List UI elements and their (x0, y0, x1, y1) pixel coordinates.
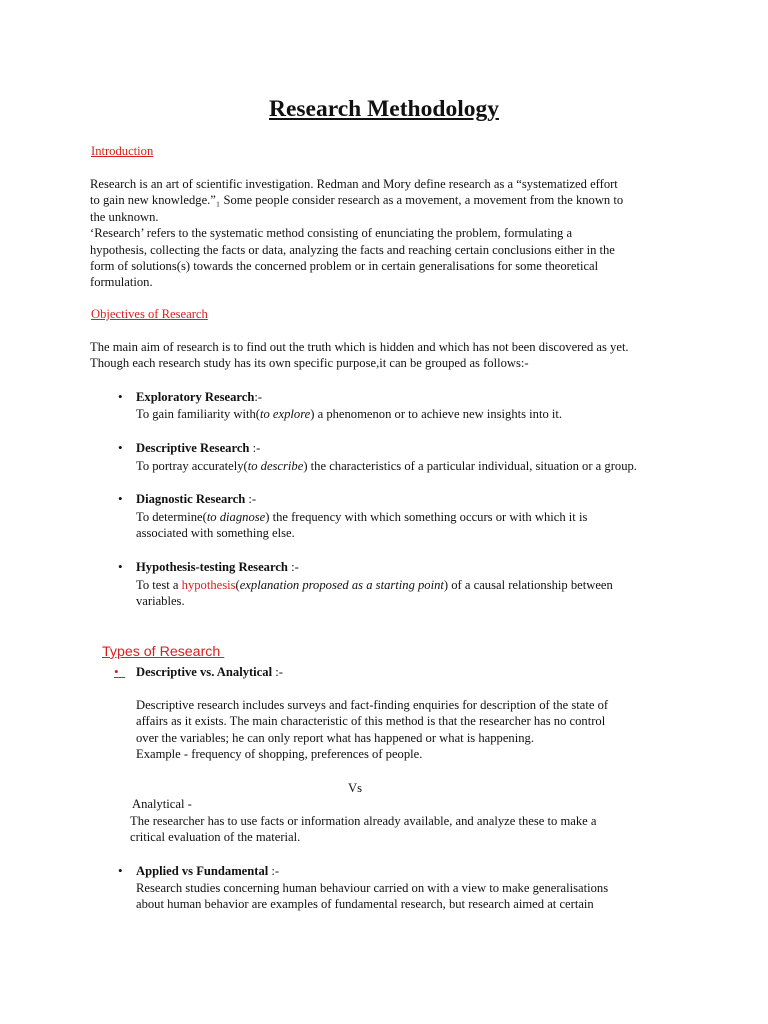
desc-text: To gain familiarity with( (136, 407, 260, 421)
objectives-line: The main aim of research is to find out the truth which is hidden and which has not been discovered as yet. (90, 340, 629, 354)
list-item-hypothesis-testing (136, 559, 299, 575)
item-suffix: :- (249, 441, 261, 455)
objectives-body (90, 339, 710, 372)
desc-text: ) the characteristics of a particular individual, situation or a group. (303, 459, 637, 473)
list-item-descriptive-vs-analytical (136, 664, 283, 680)
item-description (136, 406, 562, 422)
desc-emphasis: to diagnose (206, 510, 266, 524)
desc-text: ) of a causal relationship between (443, 578, 613, 592)
item-suffix: :- (268, 864, 280, 878)
descriptive-line: Example - frequency of shopping, preferences of people. (136, 747, 423, 762)
hypothesis-highlight: hypothesis (181, 578, 236, 592)
item-description-line: variables. (136, 594, 185, 608)
page-title: Research Methodology (269, 96, 499, 122)
item-suffix: :- (245, 492, 257, 506)
desc-text: ) the frequency with which something occurs or with which it is (265, 510, 588, 524)
descriptive-line: over the variables; he can only report what has happened or what is happening. (136, 730, 534, 745)
item-suffix: :- (287, 560, 299, 574)
desc-text: To portray accurately( (136, 459, 248, 473)
item-suffix: :- (254, 390, 263, 404)
item-suffix: :- (272, 665, 283, 679)
item-description (136, 509, 587, 525)
bullet-icon (114, 664, 134, 680)
analytical-label: Analytical - (132, 797, 192, 811)
objectives-line: Though each research study has its own specific purpose,it can be grouped as follows:- (90, 356, 529, 371)
list-item-diagnostic (136, 491, 256, 507)
applied-line: about human behavior are examples of fundamental research, but research aimed at certain (136, 897, 594, 912)
item-description (136, 577, 613, 593)
desc-emphasis: explanation proposed as a starting point (239, 578, 444, 592)
item-label: Descriptive vs. Analytical (136, 665, 273, 679)
analytical-paragraph (130, 813, 690, 846)
list-item-descriptive (136, 440, 260, 456)
analytical-line: The researcher has to use facts or information already available, and analyze these to make a (130, 814, 597, 828)
intro-line: to gain new knowledge.”₁ Some people consider research as a movement, a movement from the known to (90, 193, 624, 208)
bullet-icon: • (118, 440, 123, 455)
intro-line: ‘Research’ refers to the systematic method consisting of enunciating the problem, formulating a (90, 226, 573, 241)
desc-emphasis: to explore (259, 407, 311, 421)
descriptive-paragraph (136, 697, 696, 763)
applied-line: Research studies concerning human behaviour carried on with a view to make generalisations (136, 881, 609, 895)
desc-text: To determine( (136, 510, 207, 524)
introduction-body (90, 176, 710, 291)
intro-line: Research is an art of scientific investigation. Redman and Mory define research as a “systematized effort (90, 177, 618, 191)
intro-line: the unknown. (90, 209, 159, 224)
bullet-icon: • (118, 863, 123, 878)
descriptive-line: affairs as it exists. The main characteristic of this method is that the researcher has no control (136, 714, 606, 729)
bullet-icon: • (118, 491, 123, 506)
versus-label: Vs (348, 781, 362, 795)
item-label: Hypothesis-testing Research (136, 560, 288, 574)
bullet-icon: • (118, 389, 123, 404)
item-label: Applied vs Fundamental (136, 864, 269, 878)
bullet-icon: • (118, 559, 123, 574)
objectives-heading: Objectives of Research (91, 307, 208, 321)
desc-text: To test a (136, 578, 182, 592)
item-label: Diagnostic Research (136, 492, 246, 506)
desc-text: ) a phenomenon or to achieve new insights into it. (310, 407, 563, 421)
applied-paragraph (136, 880, 696, 913)
analytical-line: critical evaluation of the material. (130, 830, 301, 845)
types-heading-text: Types of Research (102, 644, 225, 660)
bullet-glyph: • (114, 664, 119, 679)
item-label: Exploratory Research (136, 390, 255, 404)
item-label: Descriptive Research (136, 441, 250, 455)
intro-line: formulation. (90, 275, 153, 290)
intro-line: form of solutions(s) towards the concerned problem or in certain generalisations for some theoretical (90, 259, 599, 274)
item-description (136, 458, 637, 474)
item-description-line: associated with something else. (136, 526, 295, 540)
descriptive-line: Descriptive research includes surveys and fact-finding enquiries for description of the state of (136, 698, 609, 712)
list-item-exploratory (136, 389, 262, 405)
introduction-heading: Introduction (91, 144, 154, 158)
desc-emphasis: to describe (247, 459, 304, 473)
types-heading (102, 644, 224, 660)
list-item-applied-vs-fundamental (136, 863, 279, 879)
desc-text: ( (235, 578, 240, 592)
intro-line: hypothesis, collecting the facts or data, analyzing the facts and reaching certain conclusions either in the (90, 242, 615, 257)
